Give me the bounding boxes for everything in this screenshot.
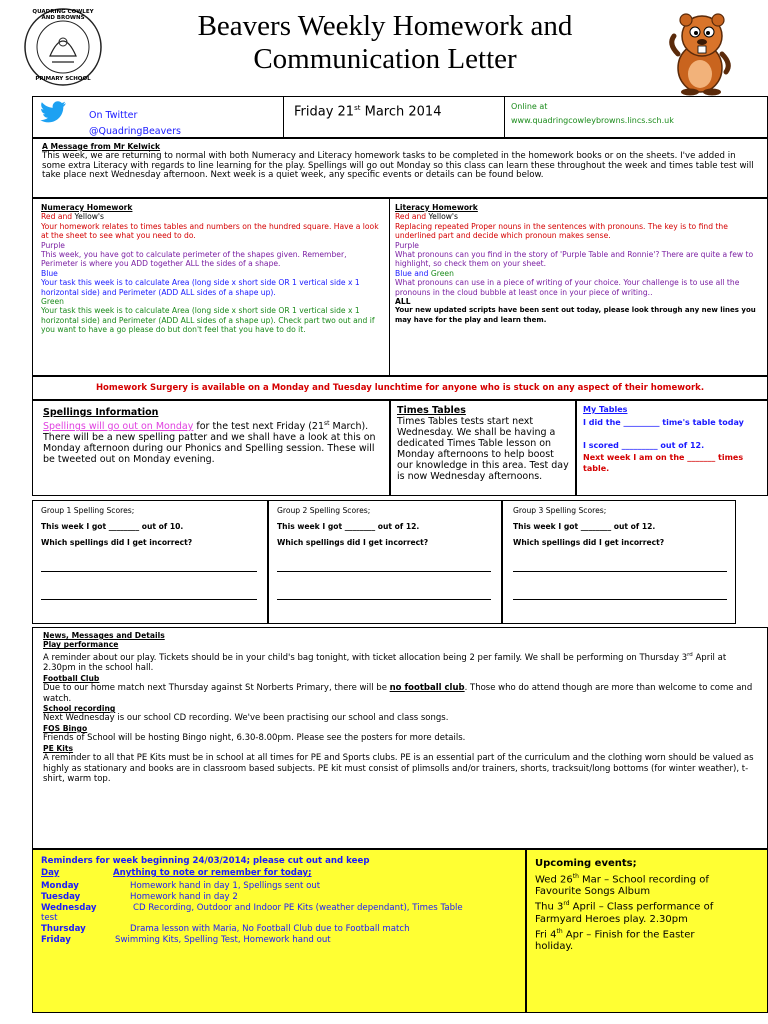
- recording-body: Next Wednesday is our school CD recording. We've been practising our school and class songs.: [43, 713, 449, 724]
- football-body-a: Due to our home match next Thursday against St Norberts Primary, there will be: [43, 683, 390, 694]
- spelling-group-2-incorrect: Which spellings did I get incorrect?: [277, 538, 429, 547]
- reminder-note-friday: Swimming Kits, Spelling Test, Homework hand out: [115, 935, 331, 945]
- spelling-group-3-line-1[interactable]: [513, 571, 727, 572]
- spelling-group-2-score: This week I got ________ out of 12.: [277, 522, 420, 531]
- my-tables-line1: I did the _________ time's table today: [583, 418, 744, 427]
- literacy-group-blue-green: [395, 269, 757, 278]
- spelling-group-1-line-2[interactable]: [41, 599, 257, 600]
- spelling-group-3-box: [502, 500, 736, 624]
- lit-group-yellow-label: Yellow's: [428, 212, 458, 222]
- my-tables-line2: I scored _________ out of 12.: [583, 441, 705, 450]
- reminder-day-monday: Monday: [41, 881, 79, 891]
- message-heading: A Message from Mr Kelwick: [42, 142, 161, 151]
- homework-divider: [389, 199, 390, 375]
- event-3: [535, 926, 735, 953]
- literacy-task-all: Your new updated scripts have been sent out today, please look through any new lines you may have for the play and learn them.: [395, 306, 756, 324]
- literacy-homework: [395, 203, 757, 325]
- event-1-a: Wed 26: [535, 874, 573, 886]
- letter-date: [294, 104, 441, 119]
- reminder-note-monday: Homework hand in day 1, Spellings sent out: [130, 881, 321, 891]
- spelling-group-2-line-1[interactable]: [277, 571, 491, 572]
- numeracy-task-blue: Your task this week is to calculate Area (long side x short side OR 1 vertical side x 1 horizontal side) and Perimeter (ADD ALL sides of a shape up).: [41, 278, 360, 297]
- spellings-body-sup: st: [324, 420, 330, 427]
- spelling-group-1-score: This week I got ________ out of 10.: [41, 522, 184, 531]
- reminders-day-col: Day: [41, 868, 60, 878]
- numeracy-group-blue: Blue: [41, 268, 58, 278]
- literacy-group-purple: Purple: [395, 240, 419, 250]
- pe-heading: PE Kits: [43, 743, 74, 753]
- my-tables-line3: Next week I am on the _______ times table.: [583, 453, 744, 473]
- homework-surgery-text: Homework Surgery is available on a Monday and Tuesday lunchtime for anyone who is stuck on any aspect of their homework.: [95, 383, 705, 393]
- group-yellow-label: Yellow's: [74, 212, 104, 222]
- spelling-group-3-score: This week I got ________ out of 12.: [513, 522, 656, 531]
- spelling-group-1-title: Group 1 Spelling Scores;: [41, 506, 135, 515]
- bingo-body: Friends of School will be hosting Bingo night, 6.30-8.00pm. Please see the posters for more details.: [43, 733, 466, 744]
- logo-text-top: QUADRING COWLEY AND BROWNS: [32, 9, 94, 21]
- date-suffix: March 2014: [360, 104, 442, 120]
- reminder-day-friday: Friday: [41, 935, 71, 945]
- event-3-sup: th: [556, 927, 563, 935]
- reminder-day-wednesday: Wednesday: [41, 903, 97, 913]
- football-body: [43, 683, 757, 704]
- numeracy-task-green: Your task this week is to calculate Area (long side x short side OR 1 vertical side x 1 horizontal side) and Perimeter (ADD ALL sides of a shape up). Check part two out and if you want to have a go please do but don't feel that you have to do it.: [41, 306, 375, 335]
- times-tables-box: [390, 400, 576, 496]
- play-body: [43, 650, 757, 674]
- pe-body: A reminder to all that PE Kits must be in school at all times for PE and Sports clubs. PE is an essential part of the curriculum and the clothing worn should be valued as highly as stationary and books are in classroom based subjects. PE kit must consist of plimsolls and/or trainers, shorts, tracksuit/long bottoms (for winter weather), t-shirt, warm top.: [43, 753, 754, 785]
- literacy-task-red-yellow: Replacing repeated Proper nouns in the sentences with pronouns. The key is to find the underlined part and decide which pronoun makes sense.: [395, 221, 728, 241]
- event-1: [535, 871, 735, 898]
- twitter-handle-link[interactable]: @QuadringBeavers: [89, 126, 181, 137]
- numeracy-group-red-yellow: [41, 212, 381, 221]
- football-body-b: . Those who do attend though are more than welcome to come and watch.: [43, 683, 753, 704]
- spelling-group-1-box: [32, 500, 268, 624]
- website-link[interactable]: www.quadringcowleybrowns.lincs.sch.uk: [511, 116, 674, 125]
- events-list: [535, 871, 735, 953]
- event-2-a: Thu 3: [535, 901, 564, 913]
- my-tables-heading: My Tables: [583, 405, 628, 414]
- spelling-group-2-box: [268, 500, 502, 624]
- literacy-task-purple: What pronouns can you find in the story of 'Purple Table and Ronnie'? There are quite a few to highlight, so check them on your sheet.: [395, 250, 754, 269]
- events-heading: Upcoming events;: [535, 858, 637, 869]
- numeracy-homework: [41, 203, 381, 335]
- times-tables-heading: Times Tables: [397, 405, 466, 416]
- spelling-group-1-incorrect: Which spellings did I get incorrect?: [41, 538, 193, 547]
- event-1-sup: th: [572, 873, 579, 880]
- spelling-group-1-line-1[interactable]: [41, 571, 257, 572]
- date-prefix: Friday 21: [294, 104, 355, 120]
- date-sup: st: [354, 104, 361, 112]
- spelling-group-3-title: Group 3 Spelling Scores;: [513, 506, 607, 515]
- literacy-group-red-yellow: [395, 212, 757, 221]
- event-2-b: April – Class performance of Farmyard Heroes play. 2.30pm: [535, 901, 714, 925]
- twitter-label: On Twitter: [89, 110, 138, 121]
- news-heading: News, Messages and Details: [43, 631, 165, 640]
- lit-group-green-label: Green: [430, 268, 454, 278]
- literacy-task-blue-green: What pronouns can use in a piece of writing of your choice. Your challenge is to use all the pronouns in the cloud bubble at least once in your piece of writing..: [395, 278, 740, 297]
- numeracy-group-green: Green: [41, 297, 64, 307]
- play-body-a: A reminder about our play. Tickets should be in your child's bag tonight, with ticket allocation being 2 per family. We shall be performing on Thursday 3: [43, 652, 688, 663]
- event-3-b: Apr – Finish for the Easter holiday.: [535, 928, 695, 952]
- play-heading: Play performance: [43, 640, 119, 650]
- lit-group-blue-label: Blue and: [395, 268, 431, 278]
- bingo-heading: FOS Bingo: [43, 723, 88, 733]
- my-tables-box: [576, 400, 768, 496]
- spellings-heading: Spellings Information: [43, 407, 159, 418]
- reminders-note-col: Anything to note or remember for today;: [113, 868, 312, 878]
- spellings-body: [43, 418, 383, 465]
- literacy-group-all: ALL: [395, 297, 411, 307]
- literacy-heading: Literacy Homework: [395, 203, 478, 212]
- title-line-2: Communication Letter: [253, 43, 517, 75]
- event-2-sup: rd: [563, 900, 570, 908]
- play-body-b: April at 2.30pm in the school hall.: [43, 652, 727, 674]
- homework-surgery-banner: [32, 376, 768, 400]
- times-tables-body: Times Tables tests start next Wednesday. We shall be having a dedicated Times Table lesson on Monday afternoons to help boost our knowledge in this area. Test day is now Wednesday afternoons.: [397, 416, 569, 482]
- event-3-a: Fri 4: [535, 928, 557, 940]
- spellings-body-a: for the test next Friday (21: [193, 421, 325, 433]
- spelling-group-2-line-2[interactable]: [277, 599, 491, 600]
- spellings-body-b: March). There will be a new spelling patter and we shall have a look at this on Monday afternoon during our Phonics and Spelling session. These will be tweeted out on Monday evening.: [43, 421, 376, 466]
- upcoming-events-box: [526, 849, 768, 1013]
- teacher-message-section: [32, 138, 768, 198]
- event-1-b: Mar – School recording of Favourite Songs Album: [535, 874, 709, 898]
- recording-heading: School recording: [43, 704, 116, 714]
- reminder-wednesday-continued: test: [41, 913, 58, 923]
- reminder-day-tuesday: Tuesday: [41, 892, 81, 902]
- reminders-heading: Reminders for week beginning 24/03/2014; please cut out and keep: [41, 856, 370, 866]
- lit-group-red-label: Red and: [395, 212, 429, 222]
- play-body-sup: rd: [687, 651, 693, 658]
- twitter-bird-icon: [39, 100, 67, 124]
- beaver-mascot-image: [660, 6, 740, 96]
- numeracy-group-purple: Purple: [41, 240, 65, 250]
- reminder-day-thursday: Thursday: [41, 924, 86, 934]
- football-heading: Football Club: [43, 673, 100, 683]
- spelling-group-3-incorrect: Which spellings did I get incorrect?: [513, 538, 665, 547]
- reminder-note-tuesday: Homework hand in day 2: [130, 892, 238, 902]
- school-logo: [20, 6, 106, 88]
- news-content: [43, 631, 757, 785]
- online-label: Online at: [511, 102, 548, 111]
- numeracy-task-purple: This week, you have got to calculate perimeter of the shapes given. Remember, Perimeter is where you ADD together ALL the sides of a shape.: [41, 250, 347, 269]
- group-red-label: Red and: [41, 212, 75, 222]
- spellings-highlight: Spellings will go out on Monday: [43, 421, 194, 433]
- spelling-group-3-line-2[interactable]: [513, 599, 727, 600]
- homework-section: [32, 198, 768, 376]
- event-2: [535, 898, 735, 925]
- info-bar: [32, 96, 768, 138]
- no-football-club: no football club: [389, 683, 465, 694]
- page-title: [150, 10, 620, 76]
- message-body: This week, we are returning to normal with both Numeracy and Literacy homework tasks to be completed in the homework books or on the sheets. I've added in some extra Literacy with regards to line learning for the play. Spellings will go out Monday so this class can learn these throughout the week and times table test will take place next Wednesday afternoon. Next week is a quiet week, any specific events or details can be found below.: [42, 151, 754, 181]
- spelling-group-2-title: Group 2 Spelling Scores;: [277, 506, 371, 515]
- numeracy-heading: Numeracy Homework: [41, 203, 133, 212]
- spellings-information-box: [32, 400, 390, 496]
- logo-text-bottom: PRIMARY SCHOOL: [35, 76, 91, 82]
- reminders-box: [32, 849, 526, 1013]
- reminder-note-thursday: Drama lesson with Maria, No Football Club due to Football match: [130, 924, 410, 934]
- numeracy-task-red-yellow: Your homework relates to times tables and numbers on the hundred square. Have a look at the sheet to see what you need to do.: [41, 221, 379, 241]
- news-section: [32, 627, 768, 849]
- date-box: [283, 97, 505, 139]
- reminder-note-wednesday: CD Recording, Outdoor and Indoor PE Kits (weather dependant), Times Table: [133, 903, 463, 913]
- title-line-1: Beavers Weekly Homework and: [197, 10, 573, 42]
